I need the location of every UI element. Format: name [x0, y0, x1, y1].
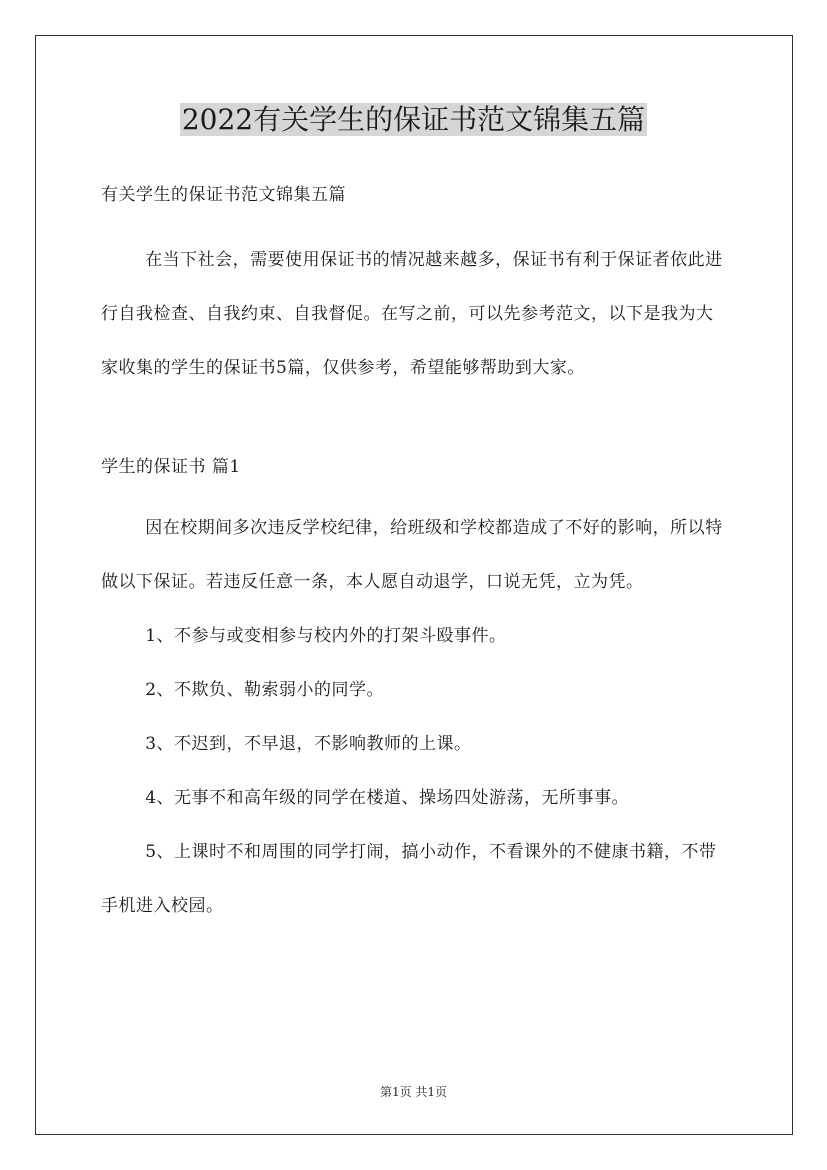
document-title	[0, 100, 827, 140]
section-heading: 学生的保证书 篇1	[101, 457, 241, 477]
document-title-text: 2022有关学生的保证书范文锦集五篇	[181, 103, 646, 136]
spacer	[101, 395, 727, 447]
intro-paragraph: 在当下社会，需要使用保证书的情况越来越多，保证书有利于保证者依此进行自我检查、自我约束、自我督促。在写之前，可以先参考范文，以下是我为大家收集的学生的保证书5篇，仅供参考，希望能够帮助到大家。	[101, 250, 723, 378]
page-footer: 第1页 共1页	[379, 1085, 448, 1099]
list-item: 5、上课时不和周围的同学打闹，搞小动作，不看课外的不健康书籍，不带手机进入校园。	[101, 842, 717, 916]
list-item: 3、不迟到，不早退，不影响教师的上课。	[145, 734, 472, 754]
list-item: 4、无事不和高年级的同学在楼道、操场四处游荡，无所事事。	[145, 788, 630, 808]
list-item: 2、不欺负、勒索弱小的同学。	[145, 680, 385, 700]
document-subtitle: 有关学生的保证书范文锦集五篇	[101, 185, 346, 205]
section-intro-paragraph: 因在校期间多次违反学校纪律，给班级和学校都造成了不好的影响，所以特做以下保证。若违反任意一条，本人愿自动退学，口说无凭，立为凭。	[101, 518, 723, 592]
document-body	[101, 175, 727, 933]
list-item: 1、不参与或变相参与校内外的打架斗殴事件。	[145, 626, 507, 646]
